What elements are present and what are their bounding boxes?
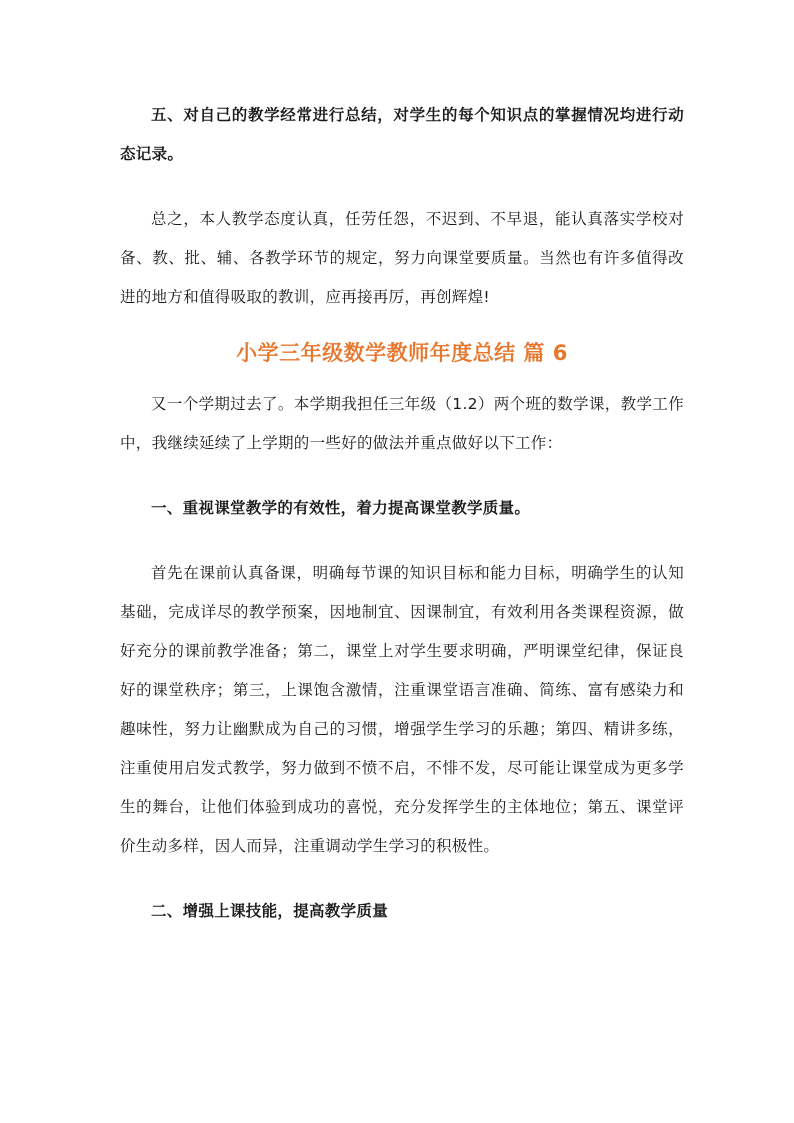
document-page	[120, 96, 684, 931]
section-five-paragraph: 五、对自己的教学经常进行总结，对学生的每个知识点的掌握情况均进行动态记录。	[120, 106, 684, 163]
section-one-title: 一、重视课堂教学的有效性，着力提高课堂教学质量。	[151, 499, 531, 517]
section-one-body: 首先在课前认真备课，明确每节课的知识目标和能力目标，明确学生的认知基础，完成详尽的教学预案，因地制宜、因课制宜，有效利用各类课程资源，做好充分的课前教学准备；第二，课堂上对学生要求明确，严明课堂纪律，保证良好的课堂秩序；第三，上课饱含激情，注重课堂语言准确、简练、富有感染力和趣味性，努力让幽默成为自己的习惯，增强学生学习的乐趣；第四、精讲多练，注重使用启发式教学，努力做到不愤不启，不悱不发，尽可能让课堂成为更多学生的舞台，让他们体验到成功的喜悦，充分发挥学生的主体地位；第五、课堂评价生动多样，因人而异，注重调动学生学习的积极性。	[120, 564, 684, 855]
intro-paragraph: 又一个学期过去了。本学期我担任三年级（1.2）两个班的数学课，教学工作中，我继续延续了上学期的一些好的做法并重点做好以下工作：	[120, 395, 684, 452]
section-two-title: 二、增强上课技能，提高教学质量	[151, 902, 389, 920]
section-heading: 小学三年级数学教师年度总结 篇 6	[236, 341, 568, 365]
summary-paragraph: 总之，本人教学态度认真，任劳任怨，不迟到、不早退，能认真落实学校对备、教、批、辅、各教学环节的规定，努力向课堂要质量。当然也有许多值得改进的地方和值得吸取的教训，应再接再厉，再创辉煌!	[120, 210, 684, 306]
